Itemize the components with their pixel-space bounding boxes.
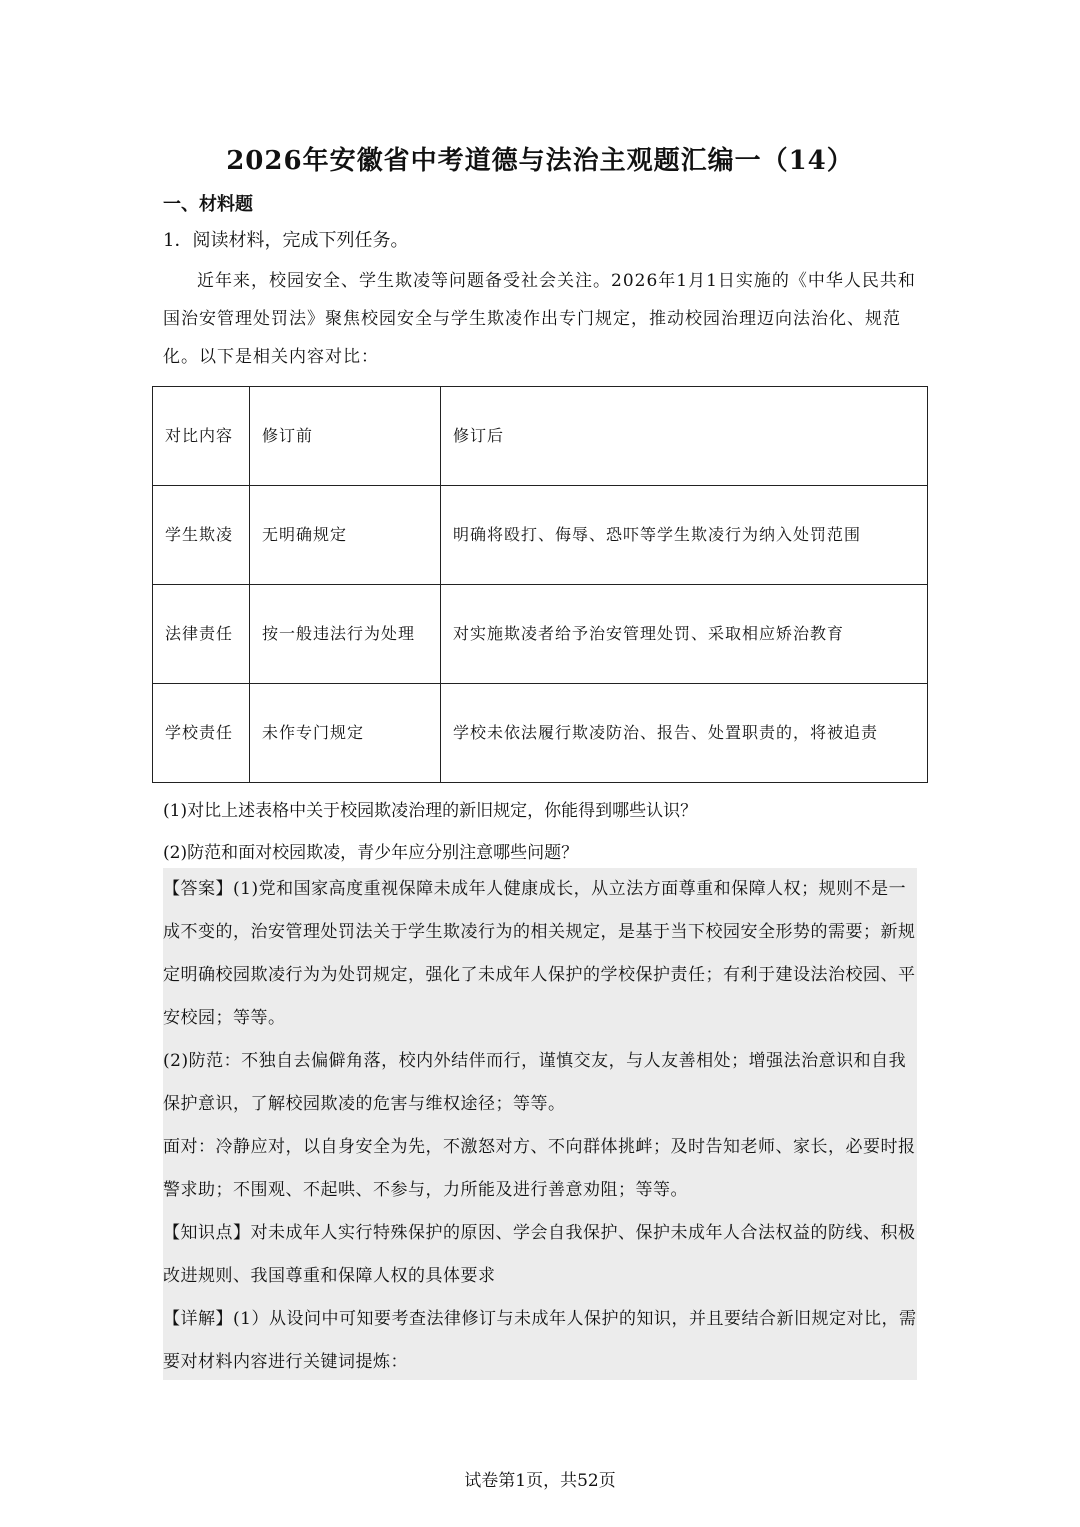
table-cell: 学生欺凌 xyxy=(153,486,250,585)
table-cell: 法律责任 xyxy=(153,585,250,684)
table-row xyxy=(153,684,928,783)
page-footer: 试卷第1页，共52页 xyxy=(464,1471,616,1491)
material-text: 近年来，校园安全、学生欺凌等问题备受社会关注。2026年1月1日实施的《中华人民共和国治安管理处罚法》聚焦校园安全与学生欺凌作出专门规定，推动校园治理迈向法治化、规范化。以下是相关内容对比： xyxy=(163,271,916,367)
table-row xyxy=(153,387,928,486)
table-cell: 修订后 xyxy=(441,387,928,486)
table-cell: 无明确规定 xyxy=(250,486,441,585)
sub-question-2: (2)防范和面对校园欺凌，青少年应分别注意哪些问题？ xyxy=(163,843,579,863)
comparison-table xyxy=(152,386,928,783)
answer-paragraph: 面对：冷静应对，以自身安全为先，不激怒对方、不向群体挑衅；及时告知老师、家长，必要时报警求助；不围观、不起哄、不参与，力所能及进行善意劝阻；等等。 xyxy=(163,1137,916,1200)
document-title: 2026年安徽省中考道德与法治主观题汇编一（14） xyxy=(226,146,854,176)
answer-block xyxy=(163,868,917,1380)
table-cell: 按一般违法行为处理 xyxy=(250,585,441,684)
table-cell: 未作专门规定 xyxy=(250,684,441,783)
section-heading: 一、材料题 xyxy=(163,194,253,215)
table-cell: 对实施欺凌者给予治安管理处罚、采取相应矫治教育 xyxy=(441,585,928,684)
knowledge-paragraph: 【知识点】对未成年人实行特殊保护的原因、学会自我保护、保护未成年人合法权益的防线、积极改进规则、我国尊重和保障人权的具体要求 xyxy=(163,1223,916,1286)
answer-paragraph: 【答案】(1)党和国家高度重视保障未成年人健康成长，从立法方面尊重和保障人权；规则不是一成不变的，治安管理处罚法关于学生欺凌行为的相关规定，是基于当下校园安全形势的需要；新规定明确校园欺凌行为为处罚规定，强化了未成年人保护的学校保护责任；有利于建设法治校园、平安校园；等等。 xyxy=(163,879,916,1028)
table-cell: 学校未依法履行欺凌防治、报告、处置职责的，将被追责 xyxy=(441,684,928,783)
answer-paragraph: (2)防范：不独自去偏僻角落，校内外结伴而行，谨慎交友，与人友善相处；增强法治意识和自我保护意识，了解校园欺凌的危害与维权途径；等等。 xyxy=(163,1051,907,1114)
explanation-paragraph: 【详解】(1）从设问中可知要考查法律修订与未成年人保护的知识，并且要结合新旧规定对比，需要对材料内容进行关键词提炼： xyxy=(163,1309,917,1372)
table-cell: 明确将殴打、侮辱、恐吓等学生欺凌行为纳入处罚范围 xyxy=(441,486,928,585)
table-cell: 学校责任 xyxy=(153,684,250,783)
table-cell: 对比内容 xyxy=(153,387,250,486)
sub-question-1: (1)对比上述表格中关于校园欺凌治理的新旧规定，你能得到哪些认识？ xyxy=(163,801,698,821)
table-row xyxy=(153,585,928,684)
question-prompt: 1．阅读材料，完成下列任务。 xyxy=(163,230,409,251)
table-row xyxy=(153,486,928,585)
table-cell: 修订前 xyxy=(250,387,441,486)
